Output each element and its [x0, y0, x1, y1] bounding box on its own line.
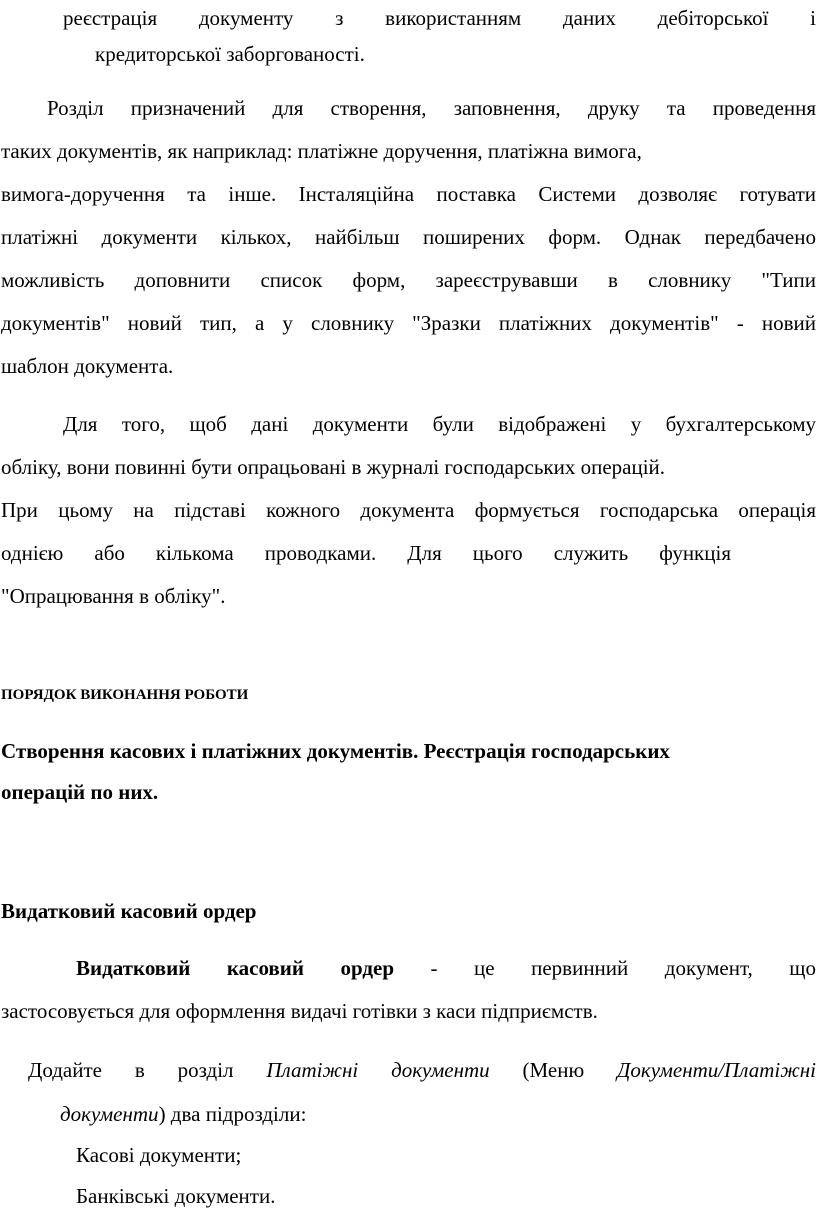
para1-line: Розділ призначений для створення, заповнення, друку та проведення: [47, 96, 816, 120]
section-heading-line-1: Створення касових і платіжних документів. Реєстрація господарських: [1, 739, 670, 763]
para1-line: таких документів, як наприклад: платіжне доручення, платіжна вимога,: [1, 139, 642, 163]
definition-term: Видатковий касовий ордер: [76, 956, 395, 980]
instruction-section-name: Платіжні документи: [266, 1058, 490, 1082]
para2-line: Для того, щоб дані документи були відображені у бухгалтерському: [63, 412, 816, 436]
instruction-line-1: [28, 1060, 816, 1081]
instruction-mid: (Меню: [489, 1058, 618, 1082]
para1-line: шаблон документа.: [1, 354, 174, 378]
intro-line-2: кредиторської заборгованості.: [95, 42, 365, 66]
definition-line-2: застосовується для оформлення видачі готівки з каси підприємств.: [1, 999, 598, 1023]
para2-line: однією або кількома проводками. Для цього служить функція: [1, 541, 731, 565]
instruction-line-2: [60, 1104, 306, 1125]
para1-line: платіжні документи кількох, найбільш поширених форм. Однак передбачено: [1, 225, 816, 249]
instruction-menu-path-end: документи: [60, 1102, 159, 1126]
list-item: Касові документи;: [76, 1143, 242, 1167]
para2-line: обліку, вони повинні бути опрацьовані в журналі господарських операцій.: [1, 455, 666, 479]
list-item: Банківські документи.: [76, 1184, 276, 1208]
para1-line: документів" новий тип, а у словнику "Зразки платіжних документів" - новий: [1, 311, 816, 335]
instruction-tail: ) два підрозділи:: [158, 1102, 307, 1126]
subheading: Видатковий касовий ордер: [1, 899, 257, 923]
intro-line-1: реєстрація документу з використанням даних дебіторської і: [63, 6, 816, 30]
para2-line: "Опрацювання в обліку".: [1, 584, 226, 608]
instruction-lead: Додайте в розділ: [28, 1058, 267, 1082]
section-caption: ПОРЯДОК ВИКОНАННЯ РОБОТИ: [1, 687, 249, 703]
para1-line: можливість доповнити список форм, зареєструвавши в словнику "Типи: [1, 268, 816, 292]
definition-rest: - це первинний документ, що: [394, 956, 816, 980]
para1-line: вимога-доручення та інше. Інсталяційна поставка Системи дозволяє готувати: [1, 182, 816, 206]
section-heading-line-2: операцій по них.: [1, 780, 159, 804]
para2-line: При цьому на підставі кожного документа формується господарська операція: [1, 498, 816, 522]
instruction-menu-path: Документи/Платіжні: [617, 1058, 816, 1082]
definition-line-1: [76, 958, 816, 979]
